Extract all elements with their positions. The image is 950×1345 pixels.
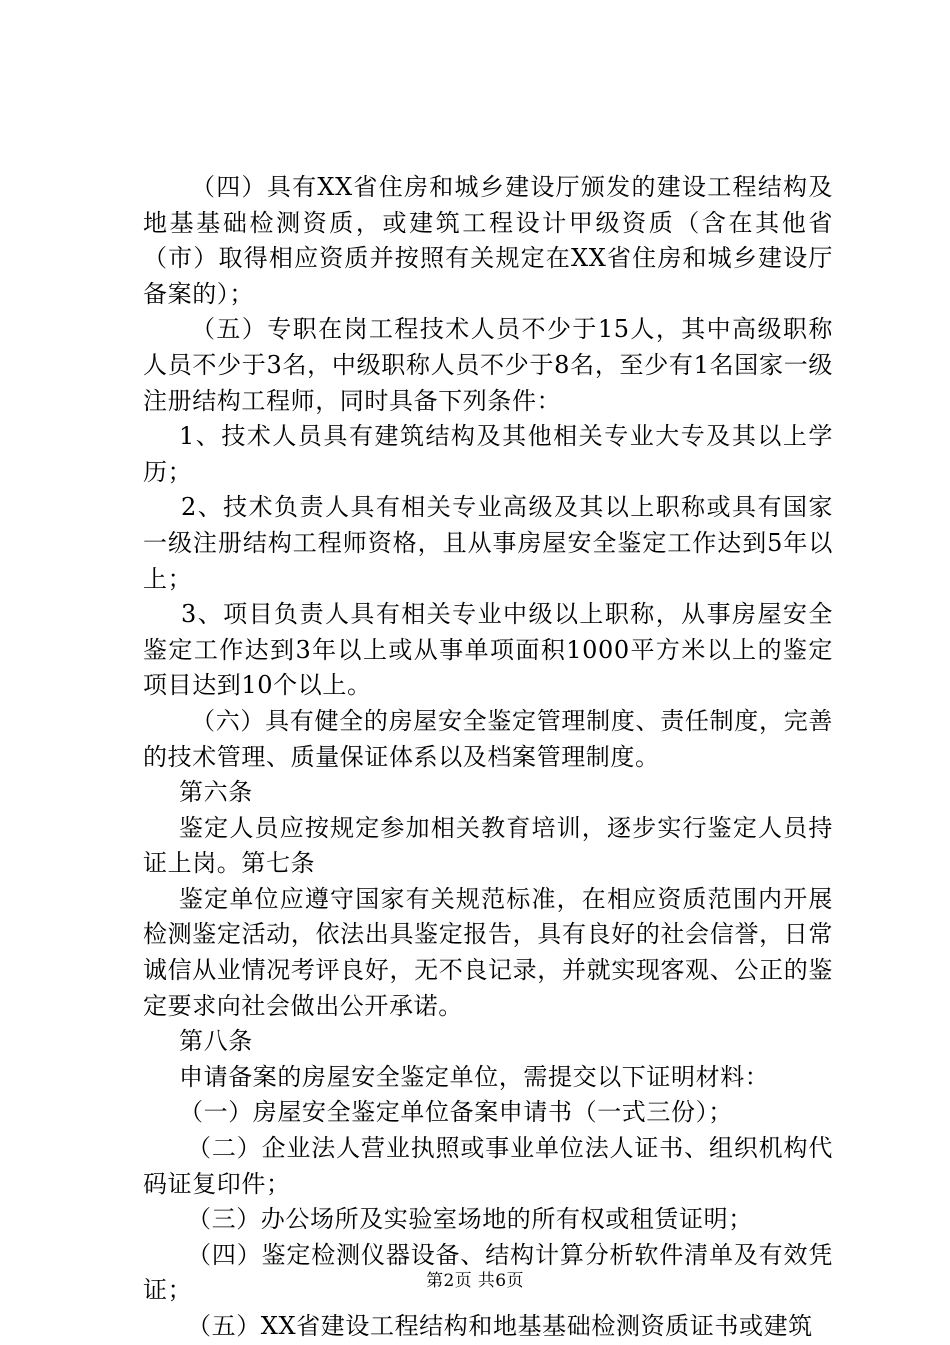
paragraph: （一）房屋安全鉴定单位备案申请书（一式三份）； bbox=[179, 1098, 733, 1127]
paragraph: 1、技术人员具有建筑结构及其他相关专业大专及其以上学历； bbox=[143, 422, 833, 486]
paragraph: 鉴定人员应按规定参加相关教育培训，逐步实行鉴定人员持证上岗。第七条 bbox=[143, 813, 833, 878]
paragraph: （五）XX省建设工程结构和地基基础检测资质证书或建筑 bbox=[187, 1312, 813, 1340]
paragraph: （三）办公场所及实验室场地的所有权或租赁证明； bbox=[187, 1205, 753, 1234]
article-heading: 第六条 bbox=[179, 778, 253, 807]
paragraph: （四）具有XX省住房和城乡建设厅颁发的建设工程结构及地基基础检测资质，或建筑工程设计甲级资质（含在其他省（市）取得相应资质并按照有关规定在XX省住房和城乡建设厅备案的）； bbox=[143, 173, 833, 308]
document-body bbox=[143, 170, 833, 1345]
paragraph: （六）具有健全的房屋安全鉴定管理制度、责任制度，完善的技术管理、质量保证体系以及档案管理制度。 bbox=[143, 706, 833, 771]
paragraph: （二）企业法人营业执照或事业单位法人证书、组织机构代码证复印件； bbox=[143, 1134, 833, 1198]
paragraph: 申请备案的房屋安全鉴定单位，需提交以下证明材料： bbox=[179, 1062, 770, 1091]
paragraph: （四）鉴定检测仪器设备、结构计算分析软件清单及有效凭证； bbox=[143, 1240, 833, 1305]
paragraph: （五）专职在岗工程技术人员不少于15人，其中高级职称人员不少于3名，中级职称人员不少于8名，至少有1名国家一级注册结构工程师，同时具备下列条件： bbox=[143, 315, 833, 415]
paragraph: 2、技术负责人具有相关专业高级及其以上职称或具有国家一级注册结构工程师资格，且从事房屋安全鉴定工作达到5年以上； bbox=[143, 493, 833, 593]
article-heading: 第八条 bbox=[179, 1027, 253, 1056]
paragraph: 鉴定单位应遵守国家有关规范标准，在相应资质范围内开展检测鉴定活动，依法出具鉴定报告，具有良好的社会信誉，日常诚信从业情况考评良好，无不良记录，并就实现客观、公正的鉴定要求向社会做出公开承诺。 bbox=[143, 884, 833, 1020]
page-footer: 第2页 共6页 bbox=[426, 1271, 524, 1291]
paragraph: 3、项目负责人具有相关专业中级以上职称，从事房屋安全鉴定工作达到3年以上或从事单项面积1000平方米以上的鉴定项目达到10个以上。 bbox=[143, 600, 833, 700]
